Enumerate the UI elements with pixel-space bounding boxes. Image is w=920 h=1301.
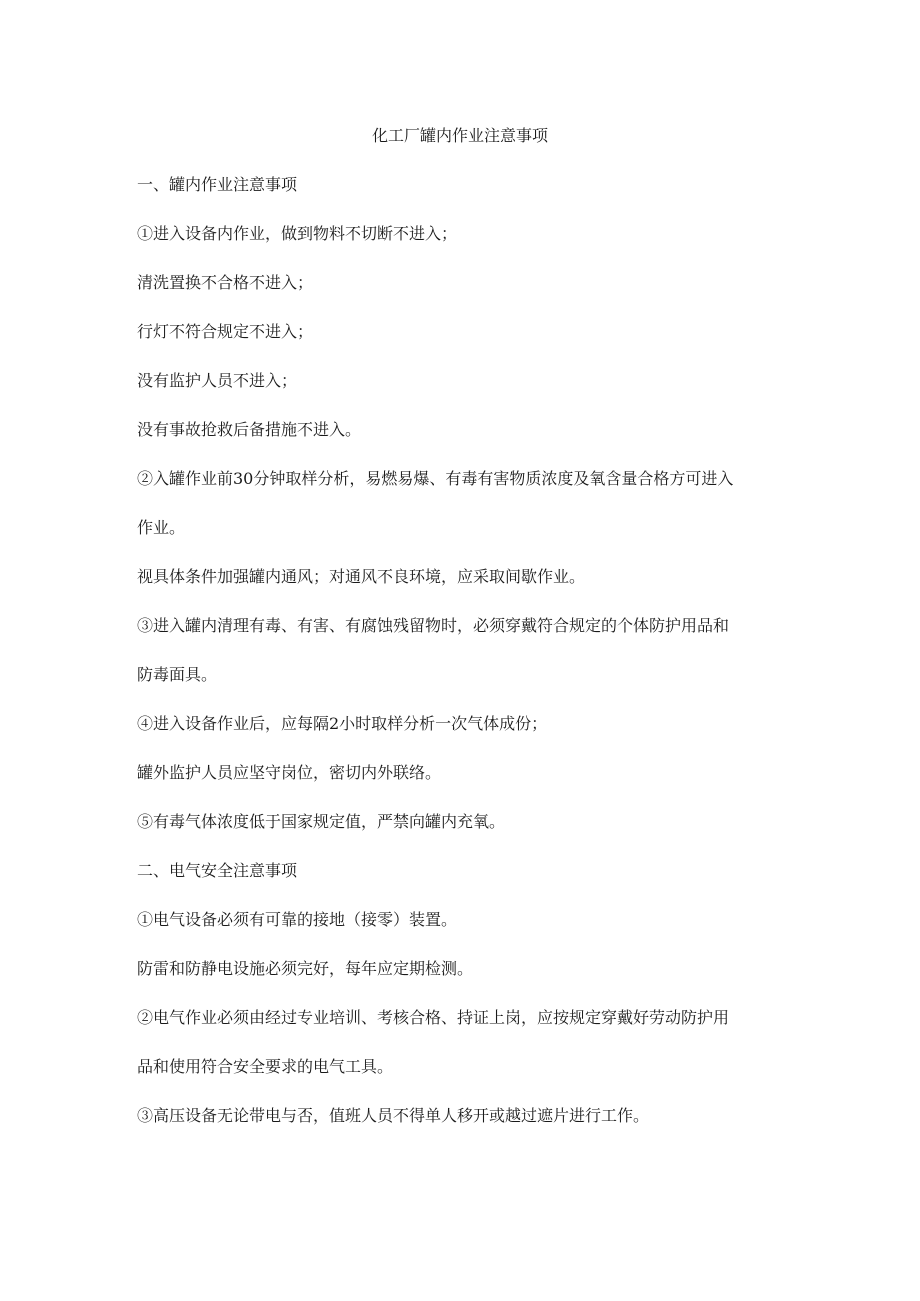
section-heading-1: 一、罐内作业注意事项 xyxy=(137,175,298,194)
paragraph-line: ②入罐作业前30分钟取样分析，易燃易爆、有毒有害物质浓度及氧含量合格方可进入 xyxy=(137,469,734,488)
paragraph-line: ①电气设备必须有可靠的接地（接零）装置。 xyxy=(137,910,458,929)
paragraph-line: 品和使用符合安全要求的电气工具。 xyxy=(137,1057,394,1076)
paragraph-line: ⑤有毒气体浓度低于国家规定值，严禁向罐内充氧。 xyxy=(137,812,506,831)
paragraph-line: 没有监护人员不进入； xyxy=(137,371,298,390)
section-heading-2: 二、电气安全注意事项 xyxy=(137,861,298,880)
paragraph-line: 防毒面具。 xyxy=(137,665,218,684)
paragraph-line: 视具体条件加强罐内通风；对通风不良环境，应采取间歇作业。 xyxy=(137,567,586,586)
paragraph-line: ④进入设备作业后，应每隔2小时取样分析一次气体成份； xyxy=(137,714,548,733)
paragraph-line: 罐外监护人员应坚守岗位，密切内外联络。 xyxy=(137,763,442,782)
paragraph-line: ①进入设备内作业，做到物料不切断不进入； xyxy=(137,224,458,243)
document-title: 化工厂罐内作业注意事项 xyxy=(371,126,548,145)
paragraph-line: 行灯不符合规定不进入； xyxy=(137,322,314,341)
paragraph-line: ③高压设备无论带电与否，值班人员不得单人移开或越过遮片进行工作。 xyxy=(137,1106,650,1125)
paragraph-line: ③进入罐内清理有毒、有害、有腐蚀残留物时，必须穿戴符合规定的个体防护用品和 xyxy=(137,616,730,635)
paragraph-line: 防雷和防静电设施必须完好，每年应定期检测。 xyxy=(137,959,474,978)
document-body xyxy=(137,173,787,1153)
paragraph-line: ②电气作业必须由经过专业培训、考核合格、持证上岗，应按规定穿戴好劳动防护用 xyxy=(137,1008,730,1027)
paragraph-line: 没有事故抢救后备措施不进入。 xyxy=(137,420,362,439)
paragraph-line: 作业。 xyxy=(137,518,186,537)
paragraph-line: 清洗置换不合格不进入； xyxy=(137,273,314,292)
